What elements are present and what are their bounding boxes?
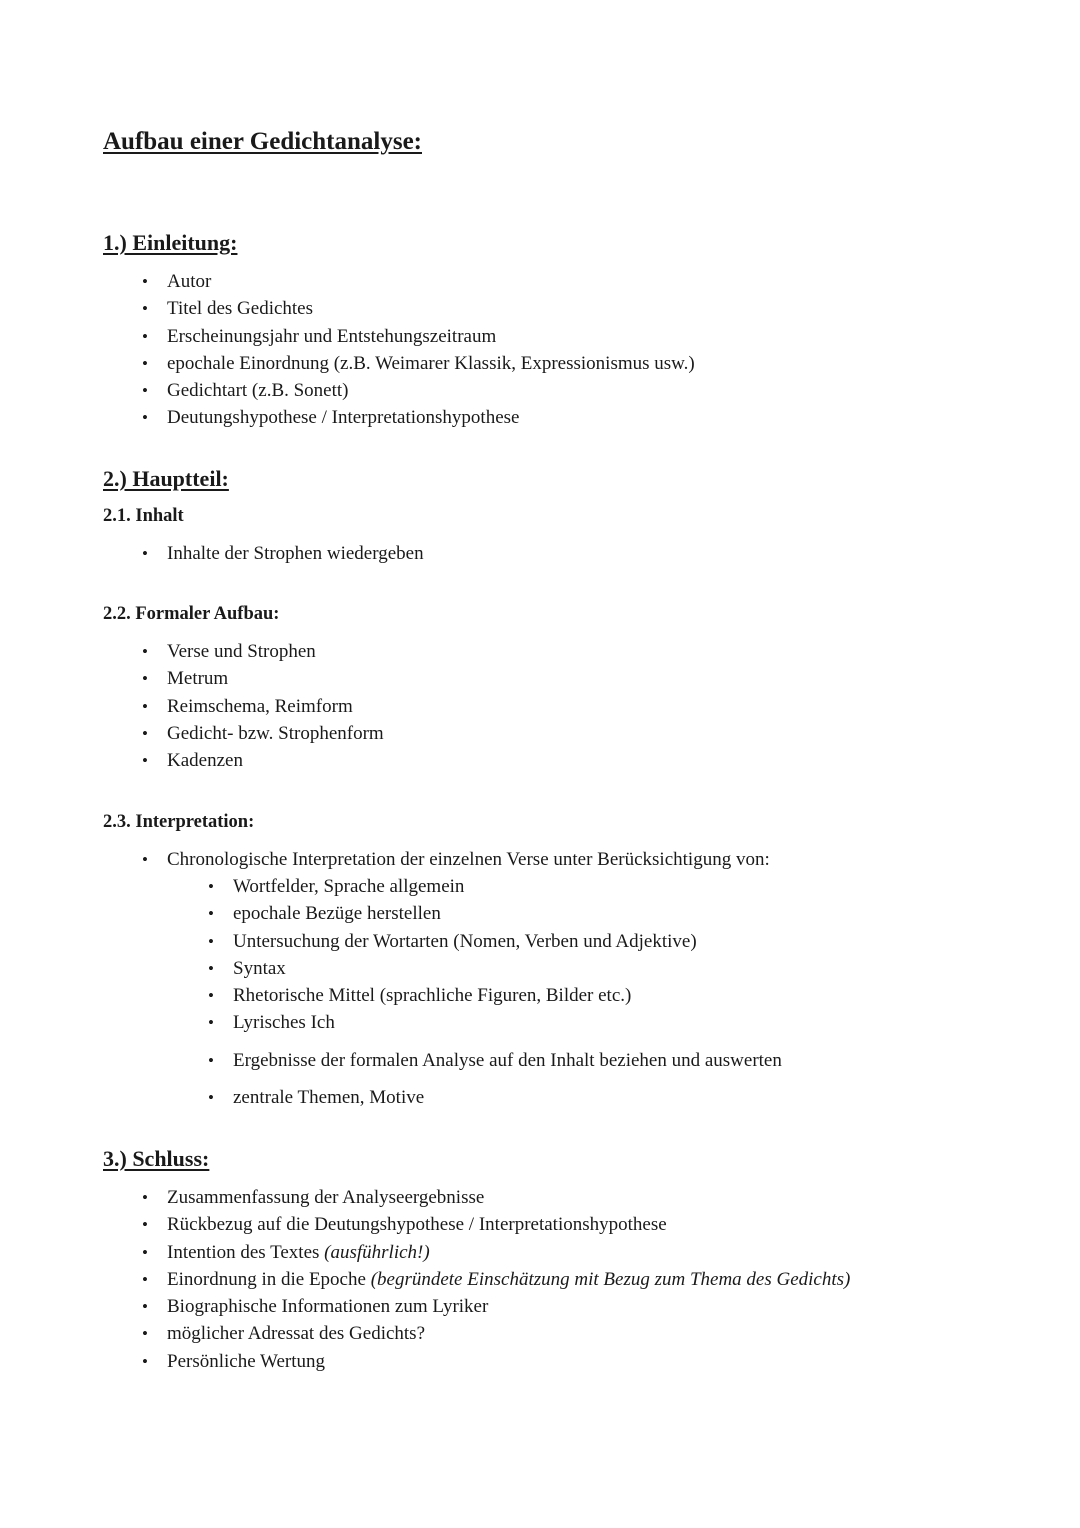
bullet: • [208, 1088, 214, 1108]
list-item: • Einordnung in die Epoche (begründete Einschätzung mit Bezug zum Thema des Gedichts) [139, 1266, 850, 1293]
interpretation-lead-list [139, 846, 770, 873]
bullet: • [142, 751, 148, 771]
bullet: • [142, 1242, 148, 1262]
list-item: • möglicher Adressat des Gedichts? [139, 1320, 850, 1347]
bullet: • [142, 1215, 148, 1235]
subsection-heading-inhalt: 2.1. Inhalt [103, 506, 184, 526]
list-item: • epochale Einordnung (z.B. Weimarer Klassik, Expressionismus usw.) [139, 350, 695, 377]
emphasis-note: (begründete Einschätzung mit Bezug zum Thema des Gedichts) [370, 1268, 851, 1290]
subsection-heading-formaler-aufbau: 2.2. Formaler Aufbau: [103, 604, 280, 624]
section-heading-einleitung: 1.) Einleitung: [103, 230, 238, 255]
list-item: • Ergebnisse der formalen Analyse auf den Inhalt beziehen und auswerten [205, 1047, 782, 1074]
bullet: • [142, 1269, 148, 1289]
document-title: Aufbau einer Gedichtanalyse: [103, 128, 422, 155]
list-item: • Deutungshypothese / Interpretationshypothese [139, 404, 695, 431]
bullet: • [142, 326, 148, 346]
bullet: • [142, 408, 148, 428]
inhalt-list [139, 540, 424, 567]
list-item: • Kadenzen [139, 747, 384, 774]
bullet: • [142, 1324, 148, 1344]
list-item: • Rhetorische Mittel (sprachliche Figuren, Bilder etc.) [205, 982, 782, 1009]
list-item: • Gedicht- bzw. Strophenform [139, 720, 384, 747]
subsection-heading-interpretation: 2.3. Interpretation: [103, 812, 255, 832]
bullet: • [142, 1351, 148, 1371]
bullet: • [142, 696, 148, 716]
formaler-aufbau-list [139, 638, 384, 774]
list-item: • Wortfelder, Sprache allgemein [205, 873, 782, 900]
bullet: • [142, 850, 148, 869]
section-heading-schluss: 3.) Schluss: [103, 1146, 210, 1171]
list-item: • Intention des Textes (ausführlich!) [139, 1239, 850, 1266]
bullet: • [142, 723, 148, 743]
bullet: • [208, 904, 214, 924]
bullet: • [142, 299, 148, 319]
list-item: • Persönliche Wertung [139, 1348, 850, 1375]
list-item: • Untersuchung der Wortarten (Nomen, Verben und Adjektive) [205, 928, 782, 955]
bullet: • [142, 353, 148, 373]
bullet: • [142, 381, 148, 401]
list-item: • epochale Bezüge herstellen [205, 900, 782, 927]
list-item: • Verse und Strophen [139, 638, 384, 665]
bullet: • [208, 931, 214, 951]
bullet: • [142, 669, 148, 689]
list-item: • Metrum [139, 665, 384, 692]
list-item: • Biographische Informationen zum Lyriker [139, 1293, 850, 1320]
bullet: • [142, 1188, 148, 1207]
schluss-list [139, 1184, 850, 1375]
list-item: • Zusammenfassung der Analyseergebnisse [139, 1184, 850, 1211]
section-heading-hauptteil: 2.) Hauptteil: [103, 466, 229, 491]
bullet: • [208, 1050, 214, 1070]
list-item: • Syntax [205, 955, 782, 982]
list-item: • Titel des Gedichtes [139, 295, 695, 322]
interpretation-sublist [205, 873, 782, 1111]
bullet: • [142, 272, 148, 291]
list-item: • Reimschema, Reimform [139, 693, 384, 720]
bullet: • [208, 1013, 214, 1033]
list-item: • Rückbezug auf die Deutungshypothese / Interpretationshypothese [139, 1211, 850, 1238]
bullet: • [142, 544, 148, 563]
bullet: • [142, 1297, 148, 1317]
list-item: • Erscheinungsjahr und Entstehungszeitraum [139, 323, 695, 350]
bullet: • [208, 958, 214, 978]
bullet: • [208, 877, 214, 896]
emphasis-note: (ausführlich!) [324, 1241, 430, 1263]
bullet: • [142, 642, 148, 661]
list-item: • Inhalte der Strophen wiedergeben [139, 540, 424, 567]
list-item: • Gedichtart (z.B. Sonett) [139, 377, 695, 404]
bullet: • [208, 986, 214, 1006]
einleitung-list [139, 268, 695, 432]
list-item: • Autor [139, 268, 695, 295]
list-item: • Lyrisches Ich [205, 1009, 782, 1036]
list-item: • zentrale Themen, Motive [205, 1084, 782, 1111]
list-item: • Chronologische Interpretation der einzelnen Verse unter Berücksichtigung von: [139, 846, 770, 873]
